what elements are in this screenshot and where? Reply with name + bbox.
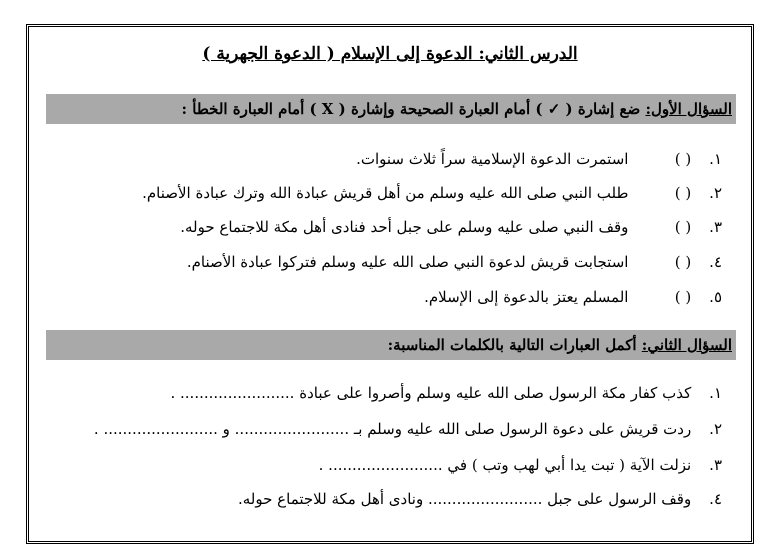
list-item xyxy=(94,420,722,438)
item-text: ردت قريش على دعوة الرسول صلى الله عليه وسلم بـ ........................ و ........................ . xyxy=(93,420,692,438)
list-item xyxy=(180,218,722,236)
item-number: ٣. xyxy=(709,218,722,236)
item-text: وقف النبي صلى عليه وسلم على جبل أحد فنادى أهل مكة للاجتماع حوله. xyxy=(180,218,629,236)
list-item xyxy=(356,150,722,168)
item-text: وقف الرسول على جبل ........................ ونادى أهل مكة للاجتماع حوله. xyxy=(238,490,692,508)
list-item xyxy=(142,184,722,202)
item-number: ٢. xyxy=(709,420,722,438)
item-number: ٤. xyxy=(709,253,722,271)
question-1-label: السؤال الأول: xyxy=(645,100,732,118)
list-item xyxy=(424,288,722,306)
list-item xyxy=(319,456,722,474)
item-number: ٢. xyxy=(709,184,722,202)
lesson-title: الدرس الثاني: الدعوة إلى الإسلام ( الدعوة الجهرية ) xyxy=(202,44,578,64)
answer-blank[interactable]: ( ) xyxy=(674,218,692,236)
question-2-header xyxy=(46,330,736,360)
item-text: طلب النبي صلى الله عليه وسلم من أهل قريش عبادة الله وترك عبادة الأصنام. xyxy=(142,184,629,202)
list-item xyxy=(187,253,722,271)
answer-blank[interactable]: ( ) xyxy=(674,253,692,271)
item-number: ٥. xyxy=(709,288,722,306)
answer-blank[interactable]: ( ) xyxy=(674,150,692,168)
list-item xyxy=(170,384,722,402)
list-item xyxy=(238,490,722,508)
question-2-label: السؤال الثاني: xyxy=(641,336,732,354)
question-2-instruction: أكمل العبارات التالية بالكلمات المناسبة: xyxy=(387,336,637,354)
answer-blank[interactable]: ( ) xyxy=(674,184,692,202)
answer-blank[interactable]: ( ) xyxy=(674,288,692,306)
item-text: المسلم يعتز بالدعوة إلى الإسلام. xyxy=(424,288,629,306)
item-number: ٤. xyxy=(709,490,722,508)
question-1-header xyxy=(46,94,736,124)
item-text: كذب كفار مكة الرسول صلى الله عليه وسلم وأصروا على عبادة ........................ . xyxy=(170,384,692,402)
item-number: ٣. xyxy=(709,456,722,474)
item-text: نزلت الآية ( تبت يدا أبي لهب وتب ) في ........................ . xyxy=(318,456,692,474)
item-text: استمرت الدعوة الإسلامية سراً ثلاث سنوات. xyxy=(356,150,629,168)
item-text: استجابت قريش لدعوة النبي صلى الله عليه وسلم فتركوا عبادة الأصنام. xyxy=(186,253,629,271)
item-number: ١. xyxy=(709,384,722,402)
item-number: ١. xyxy=(709,150,722,168)
question-1-instruction: ضع إشارة ( ✓ ) أمام العبارة الصحيحة وإشارة ( X ) أمام العبارة الخطأ : xyxy=(181,100,641,118)
